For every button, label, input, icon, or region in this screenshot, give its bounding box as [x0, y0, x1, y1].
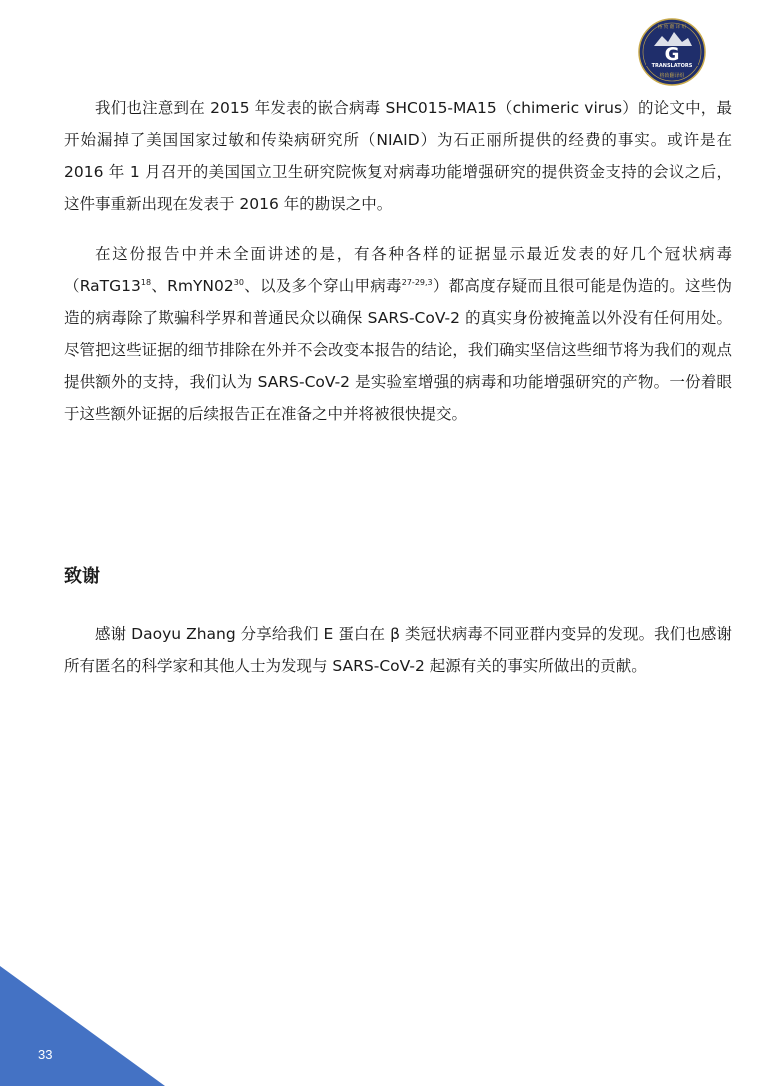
logo-top-text: 格 致 翻 译 组 — [657, 25, 687, 30]
paragraph-text: 在这份报告中并未全面讲述的是，有各种各样的证据显示最近发表的好几个冠状病毒（RaTG13 — [64, 245, 732, 295]
page-number: 33 — [38, 1047, 53, 1062]
acknowledgement-heading: 致谢 — [64, 566, 100, 587]
citation-superscript: 18 — [140, 277, 152, 287]
citation-superscript: 27-29,3 — [401, 277, 433, 287]
paragraph-niaid-funding: 我们也注意到在 2015 年发表的嵌合病毒 SHC015-MA15（chimeric virus）的论文中，最开始漏掉了美国国家过敏和传染病研究所（NIAID）为石正丽所提供的经费的事实。或许是在 2016 年 1 月召开的美国国立卫生研究院恢复对病毒功能增强研究的提供资金支持的会议之后，这件事重新出现在发表于 2016 年的勘误之中。 — [64, 99, 732, 213]
logo-bottom-text: 格致翻译组 — [659, 73, 685, 79]
translators-logo — [638, 18, 706, 86]
paragraph-text: 、以及多个穿山甲病毒 — [243, 277, 402, 295]
paragraph-text: 、RmYN02 — [151, 277, 234, 295]
corner-triangle-decoration — [0, 966, 165, 1086]
logo-band-text: TRANSLATORS — [651, 63, 693, 69]
paragraph-text: ）都高度存疑而且很可能是伪造的。这些伪造的病毒除了欺骗科学界和普通民众以确保 SARS-CoV-2 的真实身份被掩盖以外没有任何用处。尽管把这些证据的细节排除在外并不会改变本报告的结论，我们确实坚信这些细节将为我们的观点提供额外的支持，我们认为 SARS-CoV-2 是实验室增强的病毒和功能增强研究的产物。一份着眼于这些额外证据的后续报告正在准备之中并将被很快提交。 — [64, 277, 732, 423]
citation-superscript: 30 — [233, 277, 244, 287]
logo-letter: G — [664, 44, 680, 65]
acknowledgement-section — [64, 618, 732, 682]
main-content — [64, 92, 732, 430]
paragraph-fabricated-viruses — [64, 238, 732, 430]
acknowledgement-paragraph: 感谢 Daoyu Zhang 分享给我们 E 蛋白在 β 类冠状病毒不同亚群内变异的发现。我们也感谢所有匿名的科学家和其他人士为发现与 SARS-CoV-2 起源有关的事实所做出的贡献。 — [64, 625, 732, 675]
